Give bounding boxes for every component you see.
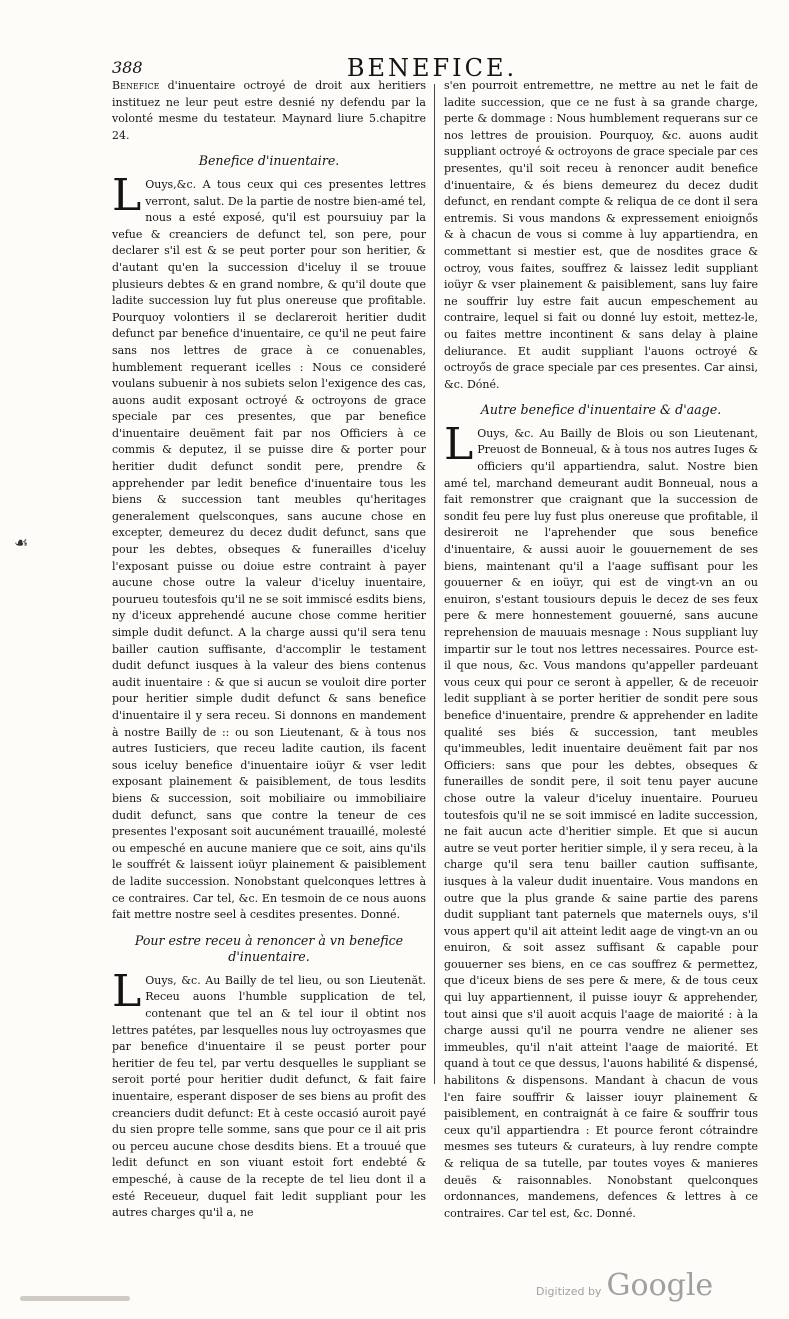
section-heading-benefice-inventaire: Benefice d'inuentaire. — [198, 153, 340, 169]
continuation-paragraph: s'en pourroit entremettre, ne mettre au net le fait de ladite succession, que ce ne fust à sa grande charge, perte & dommage : Nous humblement requerans sur ce nos lettres de prouision. Pourquoy, &c. auons audit suppliant octroyé & octroyons de grace speciale par ces presentes, qu'il soit receu à renoncer audit benefice d'inuentaire, & és biens demeurez du decez dudit defunct, en rendant compte & reliqua de ce dont il sera entremis. Si vous mandons & expressement enioignős & à chacun de vous si comme à luy appartiendra, en commettant si mestier est, que de nosdites grace & octroy, vous faites, souffrez & laissez ledit suppliant ioüyr & vser plainement & paisiblement, sans luy faire ne souffrir luy estre fait aucun empeschement au contraire, lequel si fait ou donné luy estoit, mettez-le, ou faites mettre incontinent & sans delay à plaine deliurance. Et audit suppliant l'auons octroyé & octroyős de grace speciale par ces presentes. Car ainsi, &c. Dóné. — [444, 79, 758, 391]
letter-paragraph-1 — [112, 169, 426, 924]
opening-fragment-text: d'inuentaire octroyé de droit aux heritiers instituez ne leur peut estre desnié ny defendu par la volonté mesme du testateur. Maynard liure 5.chapitre 24. — [112, 79, 427, 142]
section-heading-autre-benefice: Autre benefice d'inuentaire & d'aage. — [480, 402, 722, 418]
digitized-watermark — [536, 1268, 713, 1303]
left-column — [112, 78, 426, 1222]
watermark-brand: Google — [606, 1268, 714, 1303]
page-edge-stain — [20, 1296, 130, 1301]
page-number: 388 — [112, 58, 143, 77]
letter-paragraph-3-text: Ouys, &c. Au Bailly de Blois ou son Lieutenant, Preuost de Bonneual, & à tous nos autres Iuges & officiers qu'il appartiendra, salut. Nostre bien amé tel, marchand demeurant audit Bonneual, nous a fait remonstrer que craignant que la succession de sondit feu pere luy fust plus onereuse que profitable, il desireroit ne l'aprehender que sous benefice d'inuentaire, & aussi auoir le gouuernement de ses biens, maintenant qu'il a l'aage suffisant pour les gouuerner & en ioüyr, qui est de vingt-vn an ou enuiron, s'estant tousiours depuis le decez de ses feux pere & mere honnestement gouuerné, sans aucune reprehension de mauuais mesnage : Nous suppliant luy impartir sur le tout nos lettres necessaires. Pource est-il que nous, &c. Vous mandons qu'appeller pardeuant vous ceux qui pour ce seront à appeller, & de receuoir ledit suppliant à se porter heritier de sondit pere sous benefice d'inuentaire, prendre & apprehender en ladite qualité ses biés & succession, tant meubles qu'immeubles, ledit inuentaire deuëment fait par nos Officiers: sans que pour les debtes, obseques & funerailles de sondit pere, il soit tenu payer aucune chose outre la valeur d'iceluy inuentaire. Pourueu toutesfois qu'il ne se soit immiscé en ladite succession, ne fait aucun acte d'heritier simple. Et que si aucun autre se veut porter heritier simple, il y sera receu, à la charge qu'il sera tenu bailler caution suffisante, iusques à la valeur dudit inuentaire. Vous mandons en outre que la plus grande & saine partie des parens dudit suppliant tant paternels que maternels ouys, s'il vous appert qu'il ait atteint ledit aage de vingt-vn an ou enuiron, & soit assez suffisant & capable pour gouuerner ses biens, en ce cas souffrez & permettez, que d'iceux biens de ses pere & mere, & de tous ceux qui luy appartiennent, il puisse iouyr & apprehender, tout ainsi que s'il auoit acquis l'aage de maiorité : à la charge aussi qu'il ne pourra vendre ne aliener ses immeubles, qu'il n'ait atteint l'aage de maiorité. Et quand à tout ce que dessus, l'auons habilité & dispensé, habilitons & dispensons. Mandant à chacun de vous l'en faire souffrir & laisser iouyr plainement & paisiblement, en contraignát à ce faire & souffrir tous ceux qu'il appartiendra : Et pource feront cótraindre mesmes ses tuteurs & curateurs, à luy rendre compte & reliqua de sa tutelle, par toutes voyes & manieres deuës & raisonnables. Nonobstant quelconques ordonnances, mandemens, defences & lettres à ce contraires. Car tel est, &c. Donné. — [444, 426, 758, 1220]
letter-paragraph-1-text: Ouys,&c. A tous ceux qui ces presentes lettres verront, salut. De la partie de nostre bien-amé tel, nous a esté exposé, qu'il est poursuiuy par la vefue & creanciers de defunct tel, son pere, pour declarer s'il est & se peut porter pour son heritier, & d'autant qu'en la succession d'iceluy il se trouue plusieurs debtes & en grand nombre, & qu'il doute que ladite succession luy fut plus onereuse que profitable. Pourquoy volontiers il se declareroit heritier dudit defunct par benefice d'inuentaire, ce qu'il ne peut faire sans nos lettres de grace à ce conuenables, humblement requerant icelles : Nous ce consideré voulans subuenir à nos subiets selon l'exigence des cas, auons audit exposant octroyé & octroyons de grace speciale par ces presentes, que par benefice d'inuentaire deuëment fait par nos Officiers à ce commis & deputez, il se puisse dire & porter pour heritier dudit defunct sondit pere, prendre & apprehender par ledit benefice d'inuentaire tous les biens & succession tant meubles qu'heritages generalement quelsconques, sans aucune chose en excepter, demeurez du decez dudit defunct, sans que pour les debtes, obseques & funerailles d'iceluy l'exposant puisse ou doiue estre contraint à payer aucune chose outre la valeur d'iceluy inuentaire, pourueu toutesfois qu'il ne se soit immiscé esdits biens, ny d'iceux apprehendé aucune chose comme heritier simple dudit defunct. A la charge aussi qu'il sera tenu bailler caution suffisante, d'accomplir le testament dudit defunct iusques à la valeur des biens contenus audit inuentaire : & que si aucun se vouloit dire porter pour heritier simple dudit defunct & sans benefice d'inuentaire il y sera receu. Si donnons en mandement à nostre Bailly de :: ou son Lieutenant, & à tous nos autres Iusticiers, que receu ladite caution, ils facent sous iceluy benefice d'inuentaire ioüyr & vser ledit exposant plainement & paisiblement, de tous lesdits biens & succession, soit mobiliaire ou immobiliaire dudit defunct, sans que contre la teneur de ces presentes l'exposant soit aucunément trauaillé, molesté ou empesché en aucune maniere que ce soit, ains qu'ils le souffrét & laissent ioüyr plainement & paisiblement de ladite succession. Nonobstant quelconques lettres à ce contraires. Car tel, &c. En tesmoin de ce nous auons fait mettre nostre seel à cesdites presentes. Donné. — [112, 177, 426, 922]
watermark-prefix: Digitized by — [536, 1285, 602, 1298]
drop-cap: L — [444, 418, 474, 470]
margin-ornament-icon: ☙ — [14, 533, 29, 552]
drop-cap: L — [112, 965, 142, 1017]
opening-fragment — [112, 78, 426, 144]
drop-cap: L — [112, 169, 142, 221]
right-column — [444, 78, 758, 1222]
running-title: BENEFICE. — [346, 54, 518, 82]
opening-fragment-lead: Benefice — [112, 79, 160, 92]
letter-paragraph-3 — [444, 418, 758, 1223]
section-heading-renoncer: Pour estre receu à renoncer à vn benefice d'inuentaire. — [134, 932, 404, 965]
letter-paragraph-2-text: Ouys, &c. Au Bailly de tel lieu, ou son Lieutenăt. Receu auons l'humble supplication de tel, contenant que tel an & tel iour il obtint nos lettres patétes, par lesquelles nous luy octroyasmes que par benefice d'inuentaire il se peust porter pour heritier de feu tel, par vertu desquelles le suppliant se seroit porté pour heritier dudit defunct, & fait faire inuentaire, esperant disposer de ses biens au profit des creanciers dudit defunct: Et à ceste occasió auroit payé du sien propre telle somme, sans que pour ce il ait pris ou perceu aucune chose desdits biens. Et a trouué que ledit defunct en son viuant estoit fort endebté & empesché, à cause de la recepte de tel lieu dont il a esté Receueur, duquel fait ledit suppliant pour les autres charges qu'il a, ne — [112, 973, 426, 1220]
column-divider — [434, 84, 435, 1084]
letter-paragraph-2 — [112, 965, 426, 1222]
